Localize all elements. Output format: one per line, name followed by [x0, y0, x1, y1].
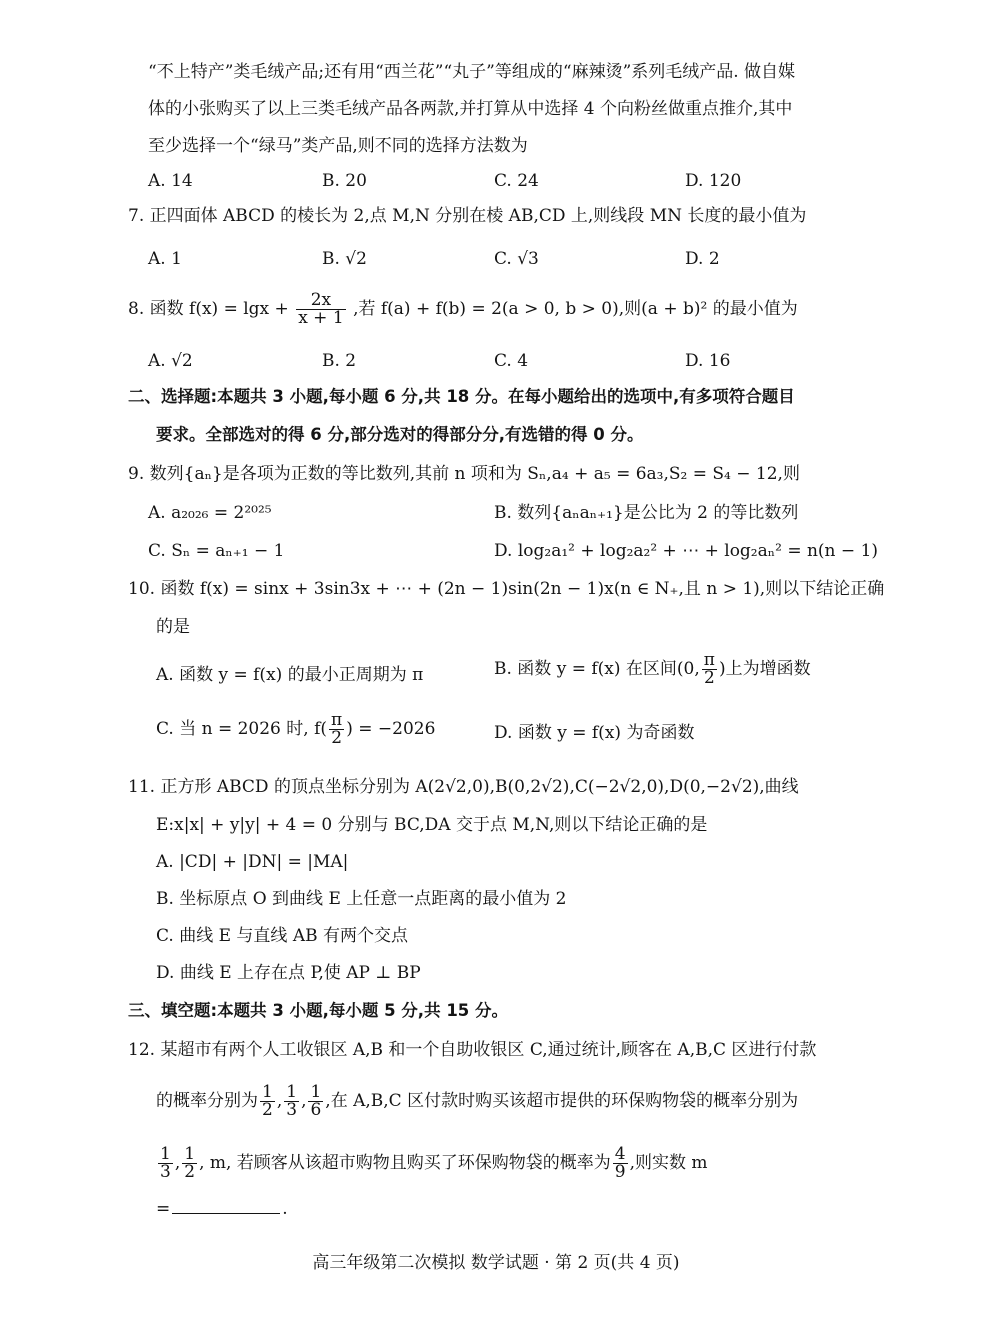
q8-stem: [128, 292, 798, 327]
q12-fraction-3: [308, 1084, 323, 1119]
q12-f1-num: 1: [262, 1082, 273, 1102]
q10-option-b-fraction: [702, 652, 717, 687]
q10-option-d: D. 函数 y = f(x) 为奇函数: [494, 723, 695, 743]
q12-fraction-6: [613, 1146, 628, 1181]
q10-b-frac-num: π: [703, 650, 715, 670]
section-3-heading: 三、填空题:本题共 3 小题,每小题 5 分,共 15 分。: [128, 1001, 509, 1020]
q10-option-a: A. 函数 y = f(x) 的最小正周期为 π: [156, 665, 424, 685]
q10-option-c: [156, 712, 435, 747]
q6-line-1: “不上特产”类毛绒产品;还有用“西兰花”“丸子”等组成的“麻辣烫”系列毛绒产品. 做自媒: [148, 62, 796, 82]
q12-f3-den: 6: [310, 1100, 322, 1120]
q6-option-a: A. 14: [148, 171, 193, 191]
q12-f3-num: 1: [310, 1082, 322, 1102]
q8-option-a: A. √2: [148, 351, 193, 371]
q9-option-d: D. log₂a₁² + log₂a₂² + ⋯ + log₂aₙ² = n(n − 1): [494, 541, 879, 561]
q12-fraction-1: [260, 1084, 275, 1119]
q12-f5-den: 2: [184, 1162, 196, 1182]
q11-option-a: A. |CD| + |DN| = |MA|: [156, 852, 349, 872]
q10-c-frac-den: 2: [329, 729, 344, 747]
q10-b-frac-den: 2: [702, 669, 717, 687]
q11-stem-line-2: E:x|x| + y|y| + 4 = 0 分别与 BC,DA 交于点 M,N,则以下结论正确的是: [156, 815, 708, 835]
q12-f6-num: 4: [614, 1144, 626, 1164]
q9-option-a: A. a₂₀₂₆ = 2²⁰²⁵: [148, 503, 272, 523]
q12-f2-num: 1: [286, 1082, 298, 1102]
q7-option-b: B. √2: [322, 249, 367, 269]
q8-option-c: C. 4: [494, 351, 529, 371]
q12-fraction-4: [158, 1146, 173, 1181]
q11-stem: 11. 正方形 ABCD 的顶点坐标分别为 A(2√2,0),B(0,2√2),C(−2√2,0),D(0,−2√2),曲线: [128, 777, 799, 797]
q12-f1-den: 2: [262, 1100, 273, 1120]
q10-stem-line-2: 的是: [156, 617, 190, 637]
q12-f4-den: 3: [160, 1162, 171, 1182]
q11-option-c: C. 曲线 E 与直线 AB 有两个交点: [156, 926, 409, 946]
q12-line-3-text-b: ,则实数 m: [629, 1153, 708, 1173]
q10-option-c-text-a: C. 当 n = 2026 时, f(: [156, 719, 328, 739]
q8-option-b: B. 2: [322, 351, 357, 371]
q12-line-3: $\frac{1}{3}$ , $\frac{1}{2}$ , m, 若顾客从该超市购物且购买了环保购物袋的概率为 $\frac{4}{9}$ ,则实数 m: [160, 1144, 708, 1182]
section-2-heading-line-2: 要求。全部选对的得 6 分,部分选对的得部分分,有选错的得 0 分。: [156, 425, 644, 444]
q12-answer-blank: [172, 1199, 280, 1214]
q12-line-2-text-b: ,在 A,B,C 区付款时购买该超市提供的环保购物袋的概率分别为: [325, 1091, 799, 1111]
q8-frac-num: 2x: [310, 290, 332, 310]
q12-line-1: 12. 某超市有两个人工收银区 A,B 和一个自助收银区 C,通过统计,顾客在 A,B,C 区进行付款: [128, 1040, 817, 1060]
q7-option-c: C. √3: [494, 249, 539, 269]
section-2-heading: 二、选择题:本题共 3 小题,每小题 6 分,共 18 分。在每小题给出的选项中,有多项符合题目: [128, 387, 795, 406]
q10-option-b-text-b: )上为增函数: [718, 659, 811, 679]
q12-f5-num: 1: [184, 1144, 196, 1164]
q10-stem: 10. 函数 f(x) = sinx + 3sin3x + ⋯ + (2n − 1)sin(2n − 1)x(n ∈ N₊,且 n > 1),则以下结论正确: [128, 579, 885, 599]
q12-line-3-text-a: , m, 若顾客从该超市购物且购买了环保购物袋的概率为: [199, 1153, 611, 1173]
q8-frac-den: x + 1: [298, 308, 344, 328]
q11-option-b: B. 坐标原点 O 到曲线 E 上任意一点距离的最小值为 2: [156, 889, 567, 909]
q12-equals: =: [156, 1199, 171, 1219]
q12-answer-line: [156, 1196, 288, 1222]
q12-fraction-5: [182, 1146, 197, 1181]
q6-line-3: 至少选择一个“绿马”类产品,则不同的选择方法数为: [148, 136, 528, 156]
q9-option-b: B. 数列{aₙaₙ₊₁}是公比为 2 的等比数列: [494, 503, 799, 523]
q12-line-2-text-a: 的概率分别为: [156, 1091, 258, 1111]
page-footer: 高三年级第二次模拟 数学试题 · 第 2 页(共 4 页): [312, 1253, 680, 1273]
q7-option-d: D. 2: [685, 249, 720, 269]
q6-option-b: B. 20: [322, 171, 367, 191]
q10-option-c-fraction: [329, 712, 344, 747]
q8-stem-a: 8. 函数 f(x) = lgx +: [128, 299, 289, 319]
q7-stem: 7. 正四面体 ABCD 的棱长为 2,点 M,N 分别在棱 AB,CD 上,则线段 MN 长度的最小值为: [128, 206, 807, 226]
q6-line-2: 体的小张购买了以上三类毛绒产品各两款,并打算从中选择 4 个向粉丝做重点推介,其中: [148, 99, 793, 119]
q7-option-a: A. 1: [148, 249, 182, 269]
q12-f2-den: 3: [286, 1100, 298, 1120]
q12-f6-den: 9: [614, 1162, 626, 1182]
q10-option-c-text-b: ) = −2026: [346, 719, 436, 739]
q12-period: .: [282, 1199, 288, 1219]
q10-option-b: [494, 652, 811, 687]
q11-option-d: D. 曲线 E 上存在点 P,使 AP ⊥ BP: [156, 963, 421, 983]
q8-option-d: D. 16: [685, 351, 731, 371]
q10-option-b-text-a: B. 函数 y = f(x) 在区间(0,: [494, 659, 700, 679]
q9-stem: 9. 数列{aₙ}是各项为正数的等比数列,其前 n 项和为 Sₙ,a₄ + a₅ = 6a₃,S₂ = S₄ − 12,则: [128, 464, 800, 484]
q6-option-d: D. 120: [685, 171, 742, 191]
q9-option-c: C. Sₙ = aₙ₊₁ − 1: [148, 541, 285, 561]
q12-line-2: 的概率分别为 $\frac{1}{2}$ , $\frac{1}{3}$ , $\frac{1}{6}$ ,在 A,B,C 区付款时购买该超市提供的环保购物袋的概率分别为: [156, 1082, 799, 1120]
q8-stem-b: ,若 f(a) + f(b) = 2(a > 0, b > 0),则(a + b)² 的最小值为: [353, 299, 798, 319]
q8-fraction: [296, 292, 345, 327]
q6-option-c: C. 24: [494, 171, 539, 191]
q10-c-frac-num: π: [331, 710, 343, 730]
q12-fraction-2: [284, 1084, 299, 1119]
q12-f4-num: 1: [160, 1144, 171, 1164]
